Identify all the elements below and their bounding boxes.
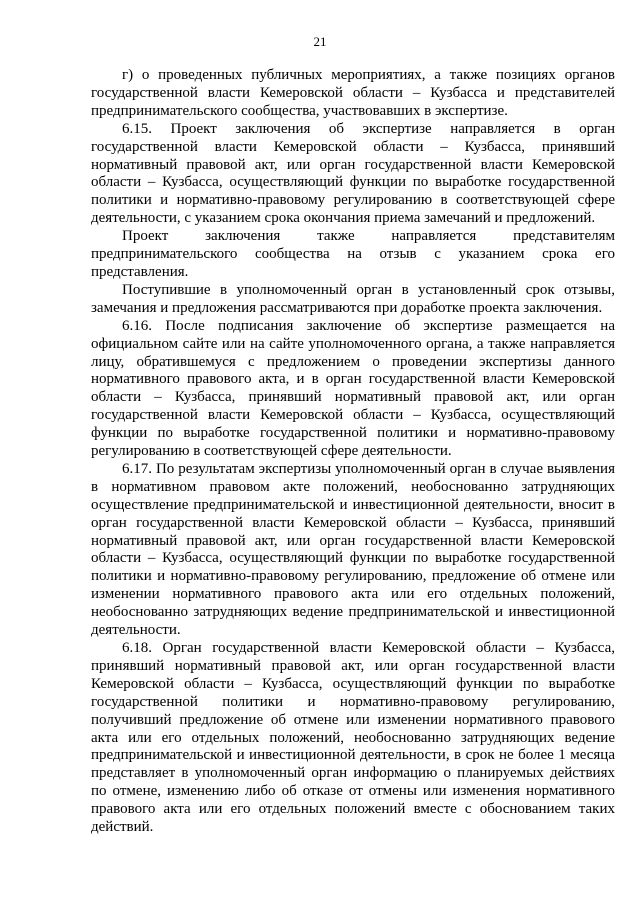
- paragraph-6-15: 6.15. Проект заключения об экспертизе направляется в орган государственной власти Кемеровской области – Кузбасса, принявший нормативный правовой акт, или орган государственной власти Кемеровской области – Кузбасса, осуществляющий функции по выработке государственной политики и нормативно-правовому регулированию в соответствующей сфере деятельности, с указанием срока окончания приема замечаний и предложений.: [91, 120, 615, 227]
- document-body: [91, 67, 615, 837]
- paragraph-6-17: 6.17. По результатам экспертизы уполномоченный орган в случае выявления в нормативном правовом акте положений, необоснованно затрудняющих осуществление предпринимательской и инвестиционной деятельности, вносит в орган государственной власти Кемеровской области – Кузбасса, принявший нормативный правовой акт, или орган государственной власти Кемеровской области – Кузбасса, осуществляющий функции по выработке государственной политики и нормативно-правовому регулированию, предложение об отмене или изменении нормативного правового акта или его отдельных положений, необоснованно затрудняющих ведение предпринимательской и инвестиционной деятельности.: [91, 460, 615, 639]
- paragraph-6-16: 6.16. После подписания заключение об экспертизе размещается на официальном сайте или на сайте уполномоченного органа, а также направляется лицу, обратившемуся с предложением о проведении экспертизы данного нормативного правового акта, и в орган государственной власти Кемеровской области – Кузбасса, принявший нормативный правовой акт, или орган государственной власти Кемеровской области – Кузбасса, осуществляющий функции по выработке государственной политики и нормативно-правовому регулированию в соответствующей сфере деятельности.: [91, 317, 615, 460]
- page-number: 21: [313, 34, 327, 49]
- paragraph-draft-sent: Проект заключения также направляется представителям предпринимательского сообщества на отзыв с указанием срока его представления.: [91, 228, 615, 280]
- paragraph-item-g: г) о проведенных публичных мероприятиях, а также позициях органов государственной власти Кемеровской области – Кузбасса и представителей предпринимательского сообщества, участвовавших в экспертизе.: [91, 67, 615, 119]
- paragraph-6-18: 6.18. Орган государственной власти Кемеровской области – Кузбасса, принявший нормативный правовой акт, или орган государственной власти Кемеровской области – Кузбасса, осуществляющий функции по выработке государственной политики и нормативно-правовому регулированию, получивший предложение об отмене или изменении нормативного правового акта или его отдельных положений, необоснованно затрудняющих ведение предпринимательской и инвестиционной деятельности, в срок не более 1 месяца представляет в уполномоченный орган информацию о планируемых действиях по отмене, изменению либо об отказе от отмены или изменения нормативного правового акта или его отдельных положений вместе с обоснованием таких действий.: [91, 640, 615, 836]
- paragraph-feedback: Поступившие в уполномоченный орган в установленный срок отзывы, замечания и предложения рассматриваются при доработке проекта заключения.: [91, 281, 615, 316]
